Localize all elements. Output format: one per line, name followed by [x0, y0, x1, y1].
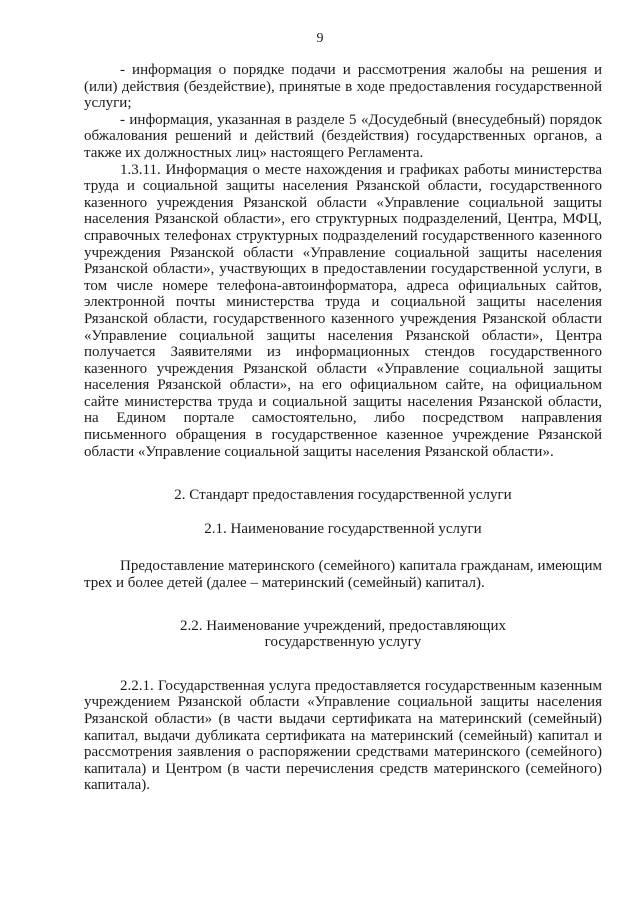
subsection-heading-2-1: 2.1. Наименование государственной услуги — [204, 520, 482, 537]
subsection-heading-2-2-line1: 2.2. Наименование учреждений, предоставляющих — [180, 617, 506, 634]
page-number: 9 — [316, 31, 324, 46]
paragraph-2-2-1: 2.2.1. Государственная услуга предоставляется государственным казенным учреждением Рязанской области «Управление социальной защиты населения Рязанской области» (в части выдачи сертификата на материнский (семейный) капитал, выдачи дубликата сертификата на материнский (семейный) капитал и рассмотрения заявления о распоряжении средствами материнского (семейного) капитала) и Центром (в части перечисления средств материнского (семейного) капитала). — [84, 677, 602, 794]
paragraph-section5-info: - информация, указанная в разделе 5 «Досудебный (внесудебный) порядок обжалования решений и действий (бездействия) государственных органов, а также их должностных лиц» настоящего Регламента. — [84, 111, 602, 161]
section-heading-2: 2. Стандарт предоставления государственной услуги — [174, 487, 512, 504]
paragraph-2-1: Предоставление материнского (семейного) капитала гражданам, имеющим трех и более детей (далее – материнский (семейный) капитал). — [84, 558, 602, 592]
paragraph-complaint-info: - информация о порядке подачи и рассмотрения жалобы на решения и (или) действия (бездействие), принятые в ходе предоставления государственной услуги; — [84, 62, 602, 112]
subsection-heading-2-2 — [84, 618, 602, 651]
document-body — [84, 62, 602, 794]
subsection-heading-2-2-line2: государственную услугу — [264, 634, 422, 651]
paragraph-1-3-11: 1.3.11. Информация о месте нахождения и графиках работы министерства труда и социальной защиты населения Рязанской области, государственного казенного учреждения Рязанской области «Управление социальной защиты населения Рязанской области», его структурных подразделений, Центра, МФЦ, справочных телефонах структурных подразделений государственного казенного учреждения Рязанской области «Управление социальной защиты населения Рязанской области», участвующих в предоставлении государственной услуги, в том числе номере телефона-автоинформатора, адреса официальных сайтов, электронной почты министерства труда и социальной защиты населения Рязанской области, государственного казенного учреждения Рязанской области «Управление социальной защиты населения Рязанской области», Центра получается Заявителями из информационных стендов государственного казенного учреждения Рязанской области «Управление социальной защиты населения Рязанской области», на его официальном сайте, на официальном сайте министерства труда и социальной защиты населения Рязанской области, на Едином портале самостоятельно, либо посредством направления письменного обращения в государственное казенное учреждение Рязанской области «Управление социальной защиты населения Рязанской области». — [84, 161, 602, 460]
